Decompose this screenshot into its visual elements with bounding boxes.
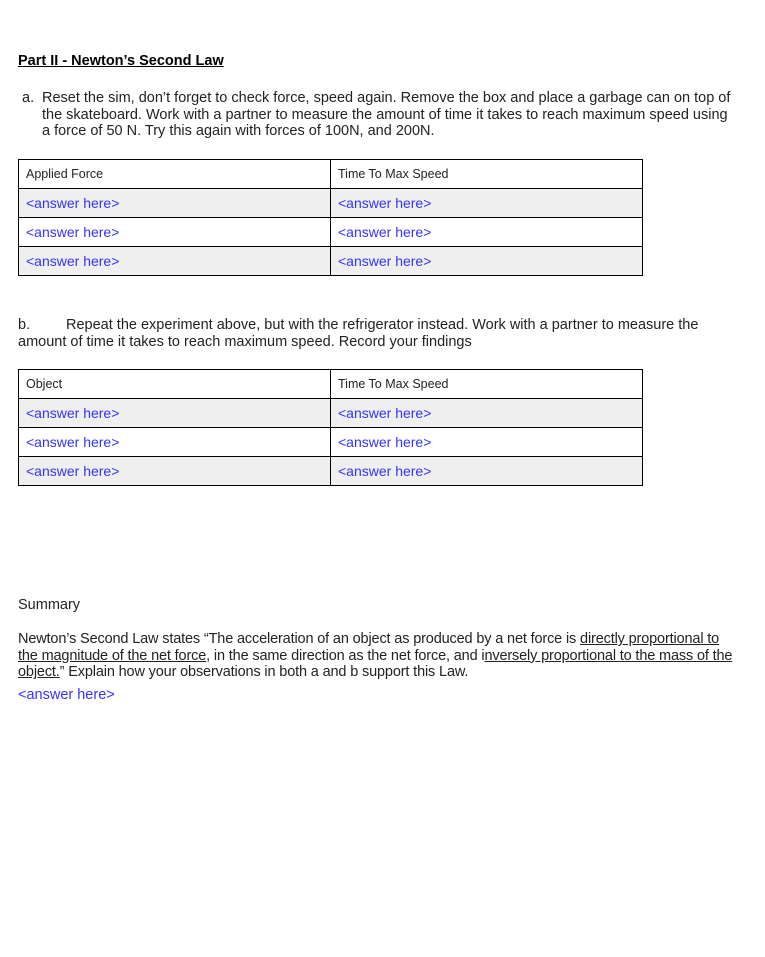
table-row xyxy=(19,399,643,428)
summary-heading: Summary xyxy=(18,597,81,613)
applied-force-table xyxy=(18,159,643,276)
table-header-row xyxy=(19,370,643,399)
answer-cell[interactable]: <answer here> xyxy=(331,247,643,276)
part-b-instructions: Repeat the experiment above, but with the refrigerator instead. Work with a partner to measure the amount of time it takes to reach maximum speed. Record your findings xyxy=(18,317,699,350)
summary-underlined-phrase: directly proportional to the magnitude of the net force xyxy=(18,631,720,664)
summary-text-part: Newton’s Second Law states “The acceleration of an object as produced by a net force is xyxy=(18,631,581,647)
table-row xyxy=(19,247,643,276)
answer-cell[interactable]: <answer here> xyxy=(19,428,331,457)
table-row xyxy=(19,428,643,457)
summary-text-part: ” Explain how your observations in both a and b support this Law. xyxy=(59,664,469,681)
answer-cell[interactable]: <answer here> xyxy=(19,218,331,247)
part-a-instructions: Reset the sim, don’t forget to check force, speed again. Remove the box and place a garbage can on top of the skateboard. Work with a partner to measure the amount of time it takes to reach maximum speed using a force of 50 N. Try this again with forces of 100N, and 200N. xyxy=(42,90,731,140)
table-row xyxy=(19,189,643,218)
column-header: Time To Max Speed xyxy=(331,160,643,189)
summary-text-part: , in the same direction as the net force, and i xyxy=(206,647,485,664)
answer-cell[interactable]: <answer here> xyxy=(19,189,331,218)
section-title: Part II - Newton’s Second Law xyxy=(18,53,224,69)
answer-cell[interactable]: <answer here> xyxy=(19,457,331,486)
column-header: Object xyxy=(19,370,331,399)
column-header: Applied Force xyxy=(19,160,331,189)
table-header-row xyxy=(19,160,643,189)
answer-cell[interactable]: <answer here> xyxy=(331,457,643,486)
column-header: Time To Max Speed xyxy=(331,370,643,399)
table-row xyxy=(19,218,643,247)
answer-cell[interactable]: <answer here> xyxy=(331,189,643,218)
answer-cell[interactable]: <answer here> xyxy=(19,399,331,428)
part-b-marker: b. xyxy=(18,317,31,333)
summary-text xyxy=(18,631,738,681)
object-table xyxy=(18,369,643,486)
summary-answer[interactable]: <answer here> xyxy=(18,687,115,703)
answer-cell[interactable]: <answer here> xyxy=(331,399,643,428)
answer-cell[interactable]: <answer here> xyxy=(331,428,643,457)
summary-underlined-phrase: nversely proportional to the mass of the object. xyxy=(18,647,733,681)
answer-cell[interactable]: <answer here> xyxy=(331,218,643,247)
answer-cell[interactable]: <answer here> xyxy=(19,247,331,276)
part-a-marker: a. xyxy=(22,90,35,106)
table-row xyxy=(19,457,643,486)
